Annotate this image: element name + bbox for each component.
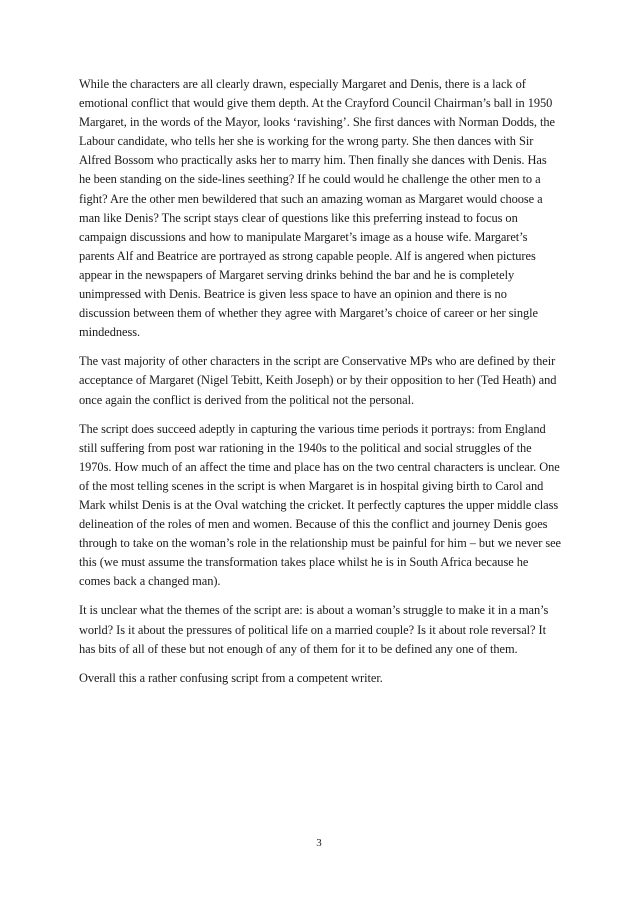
paragraph-characters: While the characters are all clearly drawn, especially Margaret and Denis, there is a lack of emotional conflict that would give them depth. At the Crayford Council Chairman’s ball in 1950 Margaret, in the words of the Mayor, looks ‘ravishing’. She first dances with Norman Dodds, the Labour candidate, who tells her she is working for the wrong party. She then dances with Sir Alfred Bossom who practically asks her to marry him. Then finally she dances with Denis. Has he been standing on the side-lines seething? If he could would he challenge the other men to a fight? Are the other men bewildered that such an amazing woman as Margaret would choose a man like Denis? The script stays clear of questions like this preferring instead to focus on campaign discussions and how to manipulate Margaret’s image as a house wife. Margaret’s parents Alf and Beatrice are portrayed as strong capable people. Alf is angered when pictures appear in the newspapers of Margaret serving drinks behind the bar and he is completely unimpressed with Denis. Beatrice is given less space to have an opinion and there is no discussion between them of whether they agree with Margaret’s choice of career or her single mindedness. bbox=[79, 77, 555, 340]
paragraph-conclusion: Overall this a rather confusing script from a competent writer. bbox=[79, 670, 383, 685]
paragraph-conservative-mps: The vast majority of other characters in the script are Conservative MPs who are defined by their acceptance of Margaret (Nigel Tebitt, Keith Joseph) or by their opposition to her (Ted Heath) and once again the conflict is derived from the political not the personal. bbox=[79, 354, 557, 407]
page-number: 3 bbox=[316, 837, 322, 849]
body-text bbox=[79, 75, 561, 698]
paragraph-time-periods: The script does succeed adeptly in capturing the various time periods it portrays: from England still suffering from post war rationing in the 1940s to the political and social struggles of the 1970s. How much of an affect the time and place has on the two central characters is unclear. One of the most telling scenes in the script is when Margaret is in hospital giving birth to Carol and Mark whilst Denis is at the Oval watching the cricket. It perfectly captures the upper middle class delineation of the roles of men and women. Because of this the conflict and journey Denis goes through to take on the woman’s role in the relationship must be painful for him – but we never see this (we must assume the transformation takes place whilst he is in South Africa because he comes back a changed man). bbox=[79, 421, 562, 589]
paragraph-themes: It is unclear what the themes of the script are: is about a woman’s struggle to make it in a man’s world? Is it about the pressures of political life on a married couple? Is it about role reversal? It has bits of all of these but not enough of any of them for it to be defined any one of them. bbox=[79, 603, 549, 656]
